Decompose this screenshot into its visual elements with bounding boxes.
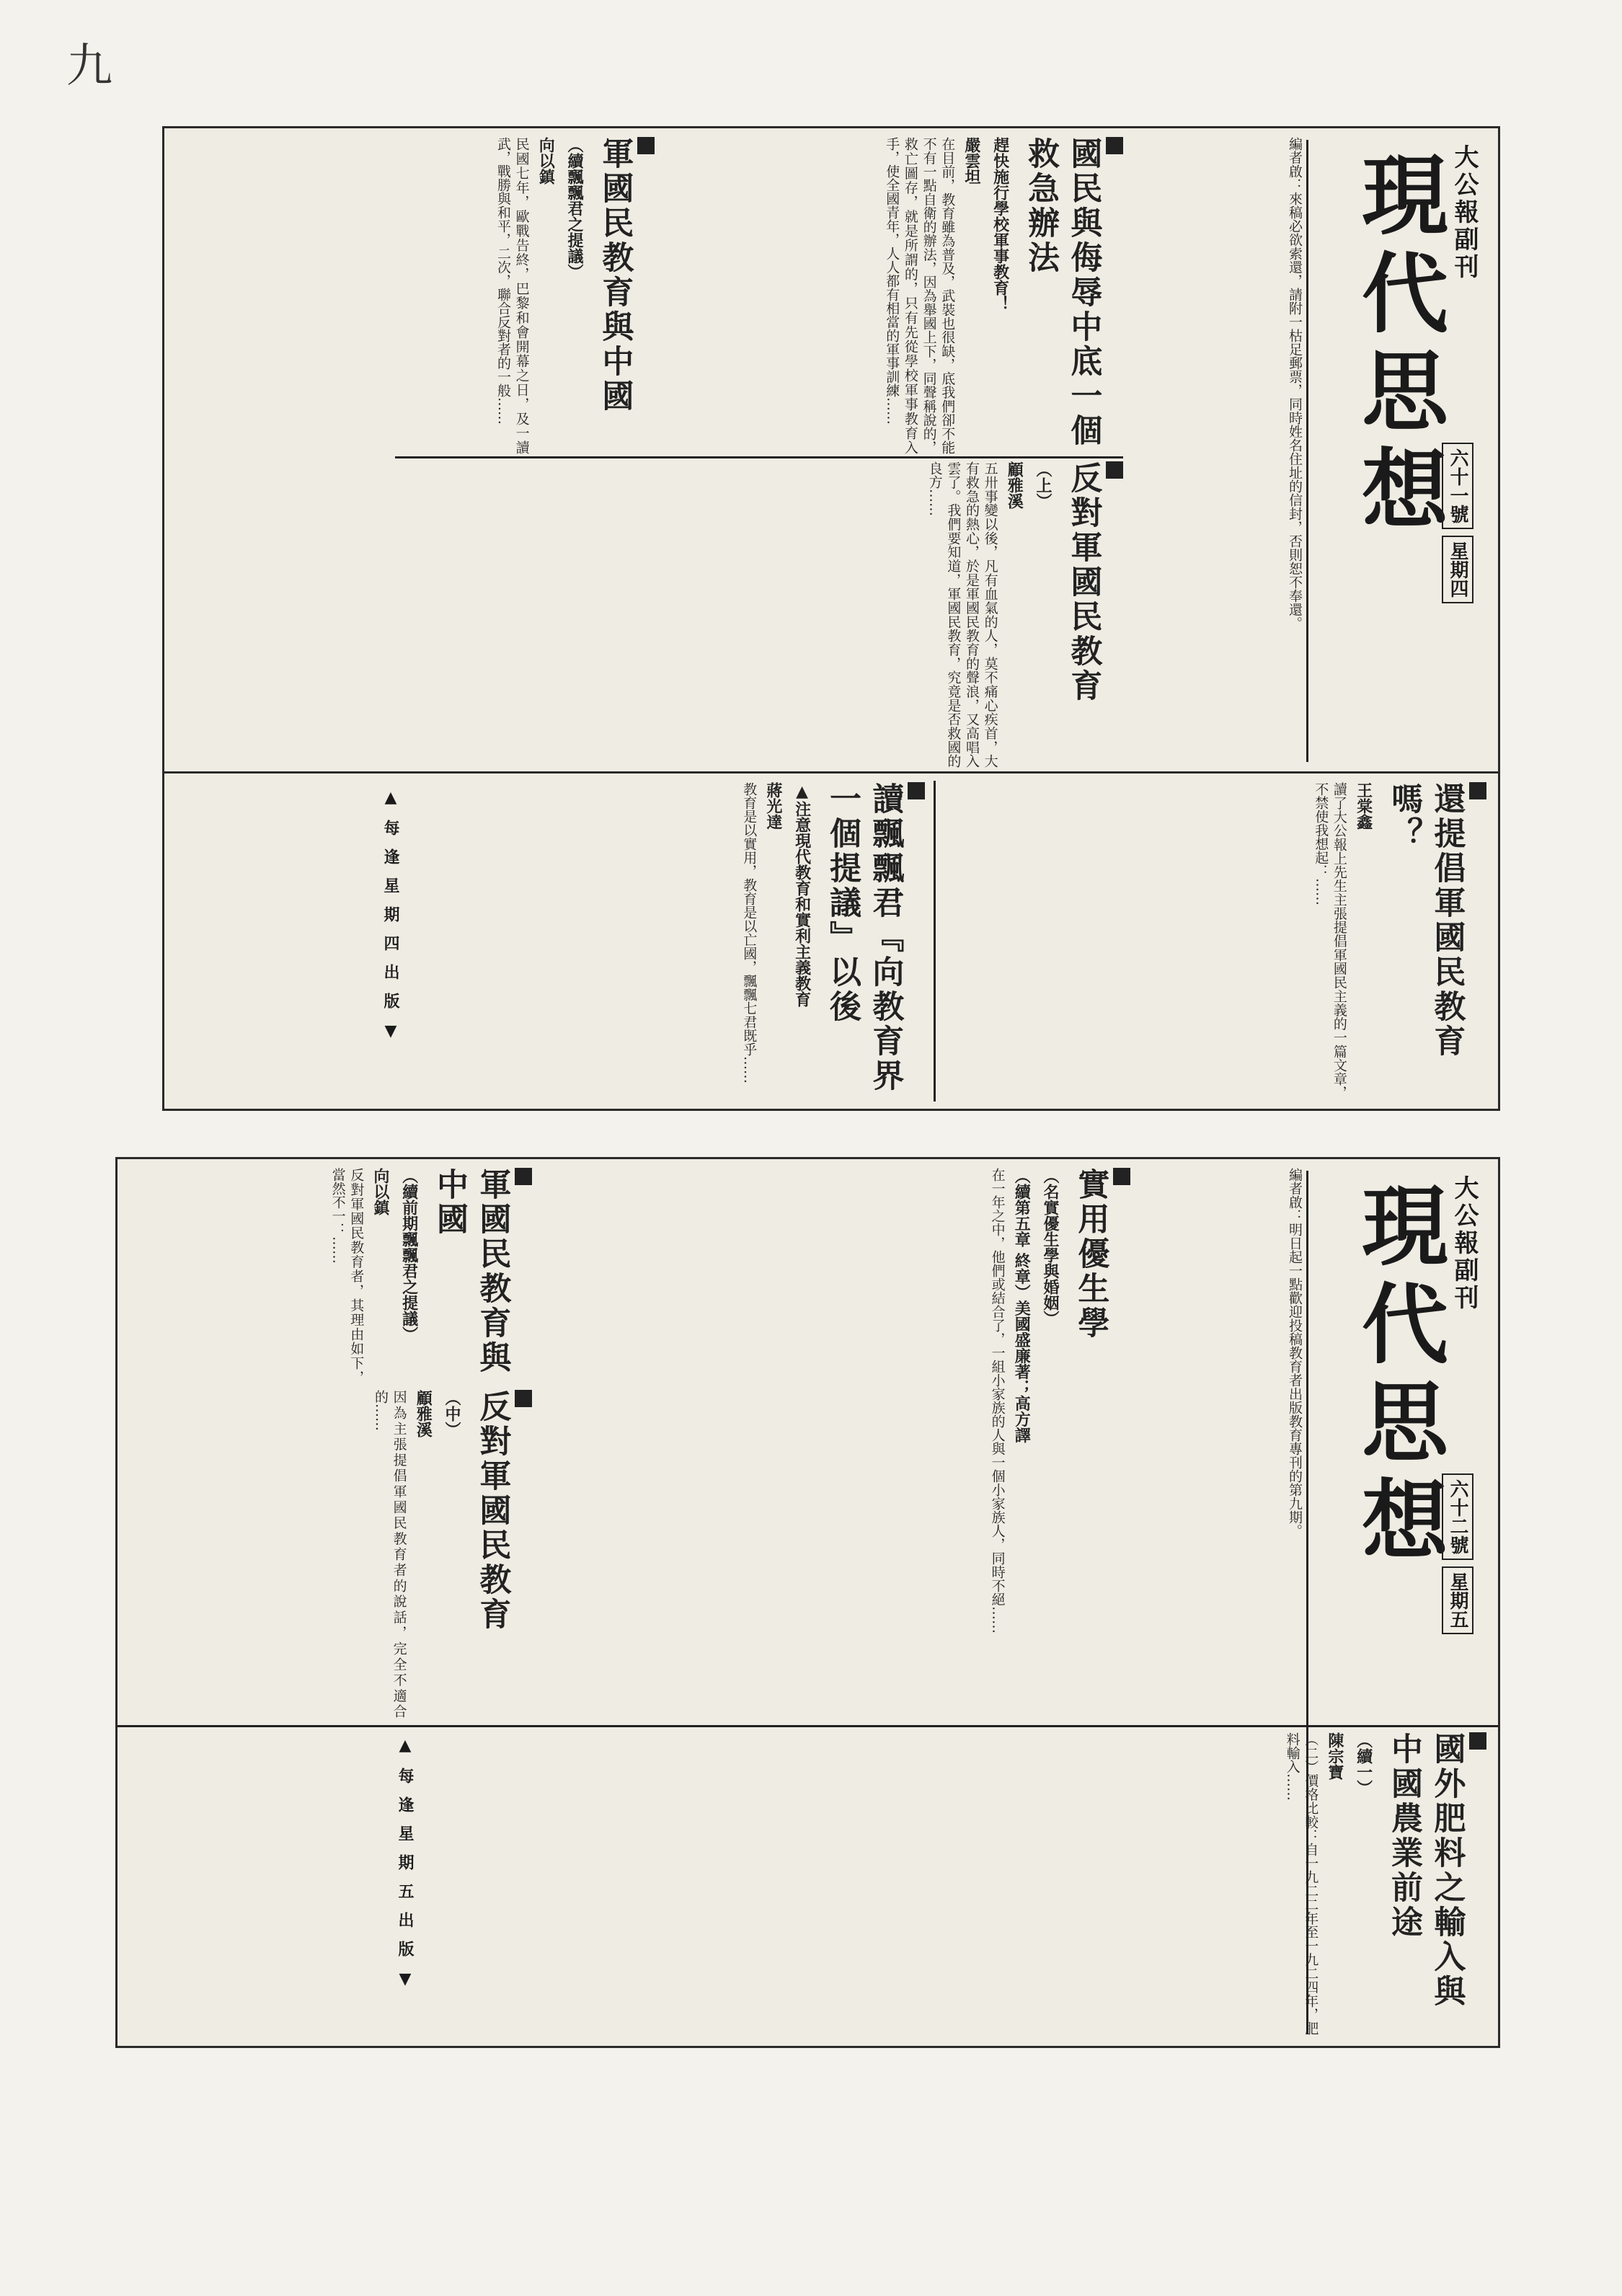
article-lede: 趕快施行學校軍事教育！: [991, 137, 1010, 311]
square-bullet-icon: [1113, 1168, 1130, 1185]
article-byline: 陳宗寶: [1325, 1732, 1344, 1780]
issue-62-sheet: [115, 1157, 1500, 2048]
article-headline: 國外肥料之輸入與中國農業前途: [1385, 1732, 1466, 2009]
article-lede: （名實優生學與婚姻）: [1040, 1168, 1060, 1326]
article-headline: 軍國民教育與中國: [430, 1168, 511, 1375]
article-body: 教育是以實用，教育是以亡國，飄飄七君既乎……: [741, 782, 758, 1083]
article-oppose-military-2: [128, 1390, 532, 1718]
square-bullet-icon: [1106, 461, 1123, 479]
editor-note-text: 編者啟：明日起一點歡迎投稿教育者出版教育專刊的第九期。: [1287, 1168, 1303, 1538]
article-headline: 反對軍國民教育: [1065, 461, 1102, 704]
article-lede: （續一）: [1354, 1732, 1373, 1796]
square-bullet-icon: [637, 137, 655, 154]
article-byline: 向以鎮: [536, 137, 556, 185]
article-headline: 軍國民教育與中國: [596, 137, 634, 414]
article-byline: 王棠鑫: [1354, 782, 1373, 830]
masthead: [1306, 140, 1486, 762]
square-bullet-icon: [908, 782, 925, 799]
article-body: （二）價格比較：自一九二二年至一九二四年，肥料輸入……: [1284, 1732, 1319, 2035]
article-byline: 顧雅溪: [1005, 461, 1024, 509]
article-fertilizer: [441, 1732, 1486, 2035]
article-headline: 讀飄飄君『向教育界一個提議』以後: [823, 782, 904, 1094]
article-eugenics: [539, 1168, 1130, 1716]
article-oppose-military-1: [395, 461, 1123, 768]
editor-note: [1138, 1168, 1303, 1716]
article-lede: （中）: [442, 1390, 461, 1437]
issue-info: [1436, 1473, 1473, 1634]
issue-info: [1436, 443, 1473, 603]
article-body: 因為主張提倡軍國民教育者的說話，完全不適合的……: [372, 1390, 407, 1718]
issue-footer: ▲每逢星期五出版▼: [396, 1736, 415, 2001]
article-body: 五卅事變以後，凡有血氣的人，莫不痛心疾首，大有救急的熱心，於是軍國民教育的聲浪，又高唱入雲了。我們要知道，軍國民教育，究竟是否救國的良方……: [926, 461, 998, 768]
article-national-humiliation: [662, 137, 1123, 454]
article-body: 在目前，教育雖為普及，武裝也很缺，底我們卻不能不有一點自衛的辦法，因為舉國上下，同聲稱說的，救亡圖存，就是所謂的，只有先從學校軍事教育入手，使全國青年，人人都有相當的軍事訓練……: [884, 137, 956, 454]
article-lede: （上）: [1033, 461, 1052, 509]
article-byline: 顧雅溪: [414, 1390, 433, 1437]
issue-number: 六十二號: [1442, 1473, 1473, 1560]
page-folio: 九: [66, 40, 112, 93]
article-military-china: [175, 137, 655, 454]
article-military-china-2: [128, 1168, 532, 1384]
article-lede: （續前期飄飄君之提議）: [399, 1168, 419, 1342]
article-byline: （續第五章 終章）美國盛廉著；高方譯: [1012, 1168, 1032, 1443]
article-lede: ▲注意現代教育和實利主義教育: [792, 782, 812, 1007]
publisher-label: 大公報副刊: [1450, 144, 1479, 281]
publisher-label: 大公報副刊: [1450, 1175, 1479, 1312]
article-still-advocate: [946, 782, 1486, 1099]
article-headline: 反對軍國民教育: [474, 1390, 511, 1632]
article-headline: 國民與侮辱中底一個救急辦法: [1021, 137, 1102, 448]
editor-note-text: 編者啟：來稿必欲索還，請附一枯足郵票，同時姓名住址的信封，否則恕不奉還。: [1287, 137, 1303, 630]
article-body: 在一年之中，他們或結合了，一組小家族的人與一個小家族人，同時不絕……: [989, 1168, 1006, 1634]
article-body: 反對軍國民教育者，其理由如下，當然不一：……: [329, 1168, 365, 1384]
issue-61-lower-strip: [162, 771, 1500, 1111]
issue-footer: ▲每逢星期四出版▼: [381, 788, 400, 1053]
column-rule: [934, 781, 936, 1102]
square-bullet-icon: [1469, 782, 1486, 799]
article-headline: 還提倡軍國民教育嗎？: [1385, 782, 1466, 1059]
square-bullet-icon: [1106, 137, 1123, 154]
issue-weekday: 星期四: [1442, 536, 1473, 603]
article-headline: 實用優生學: [1072, 1168, 1109, 1341]
editor-note: [1130, 137, 1303, 771]
article-body: 民國七年，歐戰告終，巴黎和會開幕之日，及一讀武，戰勝與和平，二次，聯合反對者的一般……: [495, 137, 530, 454]
issue-weekday: 星期五: [1442, 1566, 1473, 1634]
square-bullet-icon: [515, 1390, 532, 1407]
article-read-piaopiao: [420, 782, 925, 1099]
article-byline: 嚴雲坦: [962, 137, 981, 185]
article-byline: 向以鎮: [371, 1168, 390, 1215]
square-bullet-icon: [1469, 1732, 1486, 1750]
issue-number: 六十一號: [1442, 443, 1473, 529]
section-rule: [118, 1725, 1498, 1727]
square-bullet-icon: [515, 1168, 532, 1185]
article-body: 讀了大公報上先生主張提倡軍國民主義的一篇文章，不禁使我想起：……: [1313, 782, 1347, 1099]
column-rule: [395, 456, 1123, 458]
article-byline: 蔣光達: [763, 782, 783, 830]
issue-61-sheet: [162, 126, 1500, 776]
article-lede: （續飄飄君之提議）: [564, 137, 584, 280]
series-title: 現代思想: [1347, 150, 1449, 542]
series-title: 現代思想: [1347, 1181, 1449, 1573]
